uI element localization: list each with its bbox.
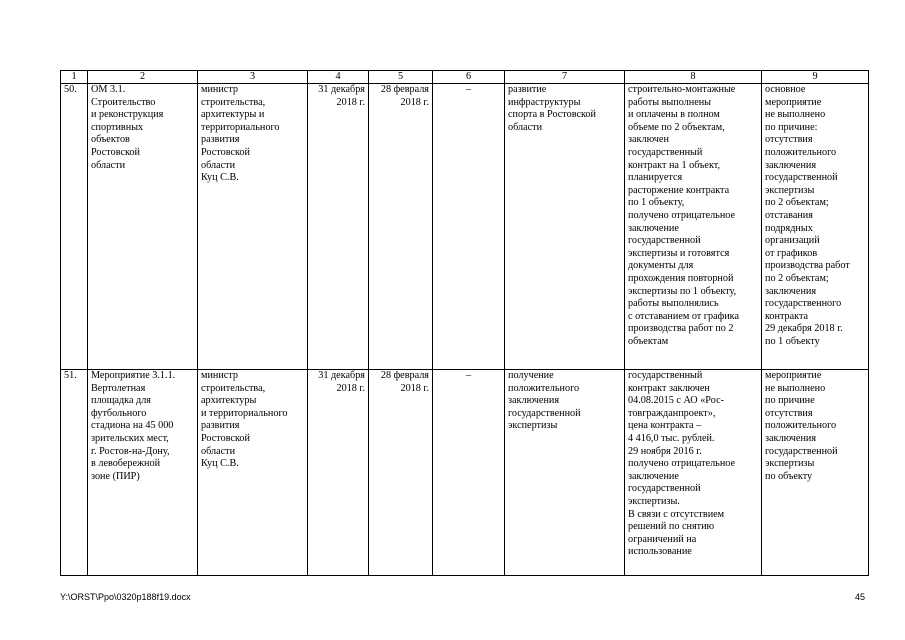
report-table [60,70,869,576]
non-fulfillment-reason: мероприятие не выполнено по причине отсутствия положительного заключения государственной экспертизы по объекту [762,370,869,576]
table-row [61,370,869,576]
header-row [61,71,869,84]
header-cell: 3 [198,71,308,84]
header-cell: 7 [505,71,625,84]
header-cell: 2 [88,71,198,84]
file-path-footer: Y:\ORST\Ppo\0320p188f19.docx [60,592,191,602]
column-6-value: – [433,84,505,370]
table-row [61,84,869,370]
planned-date: 31 декабря 2018 г. [308,370,369,576]
header-cell: 8 [625,71,762,84]
column-6-value: – [433,370,505,576]
page-number: 45 [854,592,865,602]
actual-date: 28 февраля 2018 г. [369,84,433,370]
actual-result: строительно-монтажные работы выполнены и оплачены в полном объеме по 2 объектам, заключен государственный контракт на 1 объект, планируется расторжение контракта по 1 объекту, получено отрицательное заключение государственной экспертизы и готовятся документы для прохождения повторной экспертизы по 1 объекту, работы выполнялись с отставанием от графика производства работ по 2 объектам [625,84,762,370]
activity-name: ОМ 3.1. Строительство и реконструкция спортивных объектов Ростовской области [88,84,198,370]
actual-result: государственный контракт заключен 04.08.2015 с АО «Рос- товгражданпроект», цена контракта – 4 416,0 тыс. рублей. 29 ноября 2016 г. получено отрицательное заключение государственной экспертизы. В связи с отсутствием решений по снятию ограничений на использование [625,370,762,576]
row-number: 51. [61,370,88,576]
non-fulfillment-reason: основное мероприятие не выполнено по причине: отсутствия положительного заключения государственной экспертизы по 2 объектам; отставания подрядных организаций от графиков производства работ по 2 объектам; заключения государственного контракта 29 декабря 2018 г. по 1 объекту [762,84,869,370]
activity-name: Мероприятие 3.1.1. Вертолетная площадка для футбольного стадиона на 45 000 зрительских мест, г. Ростов-на-Дону, в левобережной зоне (ПИР) [88,370,198,576]
actual-date: 28 февраля 2018 г. [369,370,433,576]
header-cell: 5 [369,71,433,84]
planned-result: развитие инфраструктуры спорта в Ростовской области [505,84,625,370]
planned-date: 31 декабря 2018 г. [308,84,369,370]
responsible-executor: министр строительства, архитектуры и территориального развития Ростовской области Куц С.В. [198,84,308,370]
header-cell: 6 [433,71,505,84]
responsible-executor: министр строительства, архитектуры и территориального развития Ростовской области Куц С.В. [198,370,308,576]
header-cell: 1 [61,71,88,84]
planned-result: получение положительного заключения государственной экспертизы [505,370,625,576]
row-number: 50. [61,84,88,370]
header-cell: 4 [308,71,369,84]
header-cell: 9 [762,71,869,84]
